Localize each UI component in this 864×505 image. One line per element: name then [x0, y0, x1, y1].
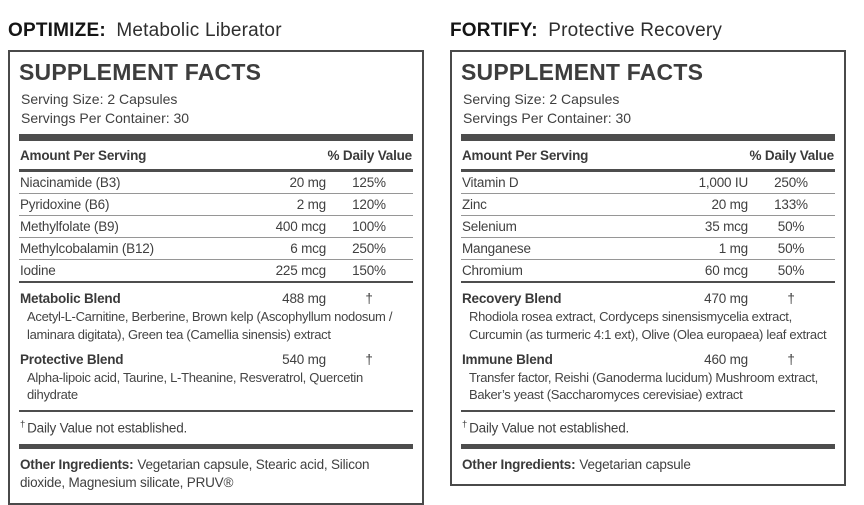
- table-row: [19, 216, 413, 238]
- supplement-facts-box: [8, 50, 424, 505]
- nutrient-name: Manganese: [462, 241, 531, 257]
- column-header-amount: Amount Per Serving: [20, 148, 147, 164]
- blend-section: [461, 283, 835, 412]
- footnote-text: Daily Value not established.: [469, 420, 630, 436]
- other-ingredients: [461, 449, 835, 477]
- nutrient-dv: 50%: [777, 241, 805, 257]
- table-row: [19, 194, 413, 216]
- table-row: [461, 216, 835, 238]
- blend-amount: 488 mg: [282, 291, 326, 307]
- column-header-daily-value: % Daily Value: [749, 148, 834, 164]
- blend-ingredients: Transfer factor, Reishi (Ganoderma lucidum) Mushroom extract, Baker’s yeast (Saccharomyces cerevisiae) extract: [469, 369, 818, 402]
- blend: [461, 344, 835, 404]
- blend-ingredients: Acetyl-L-Carnitine, Berberine, Brown kelp (Ascophyllum nodosum / laminara digitata), Green tea (Camellia sinensis) extract: [27, 309, 393, 342]
- other-ingredients-label: Other Ingredients:: [20, 456, 134, 472]
- serving-size: Serving Size: 2 Capsules: [21, 90, 178, 107]
- nutrient-amount: 60 mcg: [704, 263, 748, 279]
- nutrient-amount: 225 mcg: [275, 263, 326, 279]
- blend-amount: 470 mg: [704, 291, 748, 307]
- daily-value-footnote: [461, 412, 835, 444]
- blend-header: [19, 352, 413, 367]
- divider-thick: [19, 134, 413, 141]
- table-row: [461, 172, 835, 194]
- divider-thick: [461, 134, 835, 141]
- blend-name: Metabolic Blend: [20, 291, 121, 307]
- table-header-row: [461, 141, 835, 172]
- blend-header: [19, 291, 413, 306]
- servings-per-container: Servings Per Container: 30: [463, 110, 632, 127]
- nutrient-dv: 125%: [352, 175, 386, 191]
- blend-amount: 540 mg: [282, 351, 326, 367]
- dagger-symbol: †: [462, 419, 468, 431]
- blend-name: Recovery Blend: [462, 291, 562, 307]
- product-name: FORTIFY:: [450, 20, 538, 41]
- nutrient-name: Zinc: [462, 197, 487, 213]
- blend: [461, 283, 835, 343]
- nutrient-name: Methylcobalamin (B12): [20, 241, 154, 257]
- table-row: [461, 260, 835, 283]
- blend-header: [461, 291, 835, 306]
- servings-per-container: Servings Per Container: 30: [21, 110, 190, 127]
- nutrient-amount: 1 mg: [718, 241, 748, 257]
- blend-ingredients: Rhodiola rosea extract, Cordyceps sinensismycelia extract, Curcumin (as turmeric 4:1 ext), Olive (Olea europaea) leaf extract: [469, 309, 827, 342]
- nutrient-amount: 6 mcg: [290, 241, 326, 257]
- dagger-symbol: †: [20, 419, 26, 431]
- nutrient-amount: 35 mcg: [704, 219, 748, 235]
- nutrient-name: Iodine: [20, 263, 56, 279]
- blend-dv-dagger: †: [787, 291, 795, 307]
- nutrient-rows: [461, 172, 835, 283]
- nutrient-dv: 133%: [774, 197, 808, 213]
- product-title-fortify: [450, 20, 846, 42]
- nutrient-dv: 120%: [352, 197, 386, 213]
- product-name: OPTIMIZE:: [8, 20, 106, 41]
- nutrient-name: Niacinamide (B3): [20, 175, 121, 191]
- supplement-facts-box: [450, 50, 846, 487]
- blend-name: Protective Blend: [20, 351, 124, 367]
- nutrient-dv: 100%: [352, 219, 386, 235]
- product-subtitle: Metabolic Liberator: [116, 20, 282, 41]
- other-ingredients: [19, 449, 413, 496]
- blend-ingredients: Alpha-lipoic acid, Taurine, L-Theanine, Resveratrol, Quercetin dihydrate: [27, 369, 363, 402]
- nutrient-amount: 20 mg: [289, 175, 326, 191]
- blend-header: [461, 352, 835, 367]
- blend-dv-dagger: †: [365, 351, 373, 367]
- table-row: [19, 238, 413, 260]
- nutrient-amount: 20 mg: [711, 197, 748, 213]
- table-row: [19, 260, 413, 283]
- other-ingredients-label: Other Ingredients:: [462, 456, 576, 472]
- blend: [19, 344, 413, 404]
- blend-section: [19, 283, 413, 412]
- panel-optimize: [8, 12, 424, 505]
- facts-title: SUPPLEMENT FACTS: [19, 58, 262, 85]
- table-row: [461, 194, 835, 216]
- table-header-row: [19, 141, 413, 172]
- blend-dv-dagger: †: [365, 291, 373, 307]
- product-title-optimize: [8, 20, 424, 42]
- panel-fortify: [450, 12, 846, 505]
- nutrient-dv: 250%: [352, 241, 386, 257]
- nutrient-rows: [19, 172, 413, 283]
- other-ingredients-text: Vegetarian capsule, Stearic acid, Silicon dioxide, Magnesium silicate, PRUV®: [20, 456, 370, 491]
- nutrient-dv: 250%: [774, 175, 808, 191]
- nutrient-name: Pyridoxine (B6): [20, 197, 110, 213]
- blend: [19, 283, 413, 343]
- nutrient-amount: 400 mcg: [275, 219, 326, 235]
- product-subtitle: Protective Recovery: [548, 20, 723, 41]
- other-ingredients-text: Vegetarian capsule: [579, 456, 691, 472]
- nutrient-amount: 2 mg: [296, 197, 326, 213]
- footnote-text: Daily Value not established.: [27, 420, 188, 436]
- table-row: [19, 172, 413, 194]
- nutrient-name: Selenium: [462, 219, 517, 235]
- column-header-amount: Amount Per Serving: [462, 148, 589, 164]
- nutrient-dv: 50%: [777, 219, 805, 235]
- facts-title: SUPPLEMENT FACTS: [461, 58, 704, 85]
- nutrient-dv: 150%: [352, 263, 386, 279]
- blend-amount: 460 mg: [704, 351, 748, 367]
- nutrient-name: Methylfolate (B9): [20, 219, 119, 235]
- daily-value-footnote: [19, 412, 413, 444]
- serving-size: Serving Size: 2 Capsules: [463, 90, 620, 107]
- nutrient-name: Chromium: [462, 263, 523, 279]
- table-row: [461, 238, 835, 260]
- nutrient-amount: 1,000 IU: [698, 175, 748, 191]
- nutrient-name: Vitamin D: [462, 175, 519, 191]
- blend-dv-dagger: †: [787, 351, 795, 367]
- column-header-daily-value: % Daily Value: [327, 148, 412, 164]
- nutrient-dv: 50%: [777, 263, 805, 279]
- blend-name: Immune Blend: [462, 351, 553, 367]
